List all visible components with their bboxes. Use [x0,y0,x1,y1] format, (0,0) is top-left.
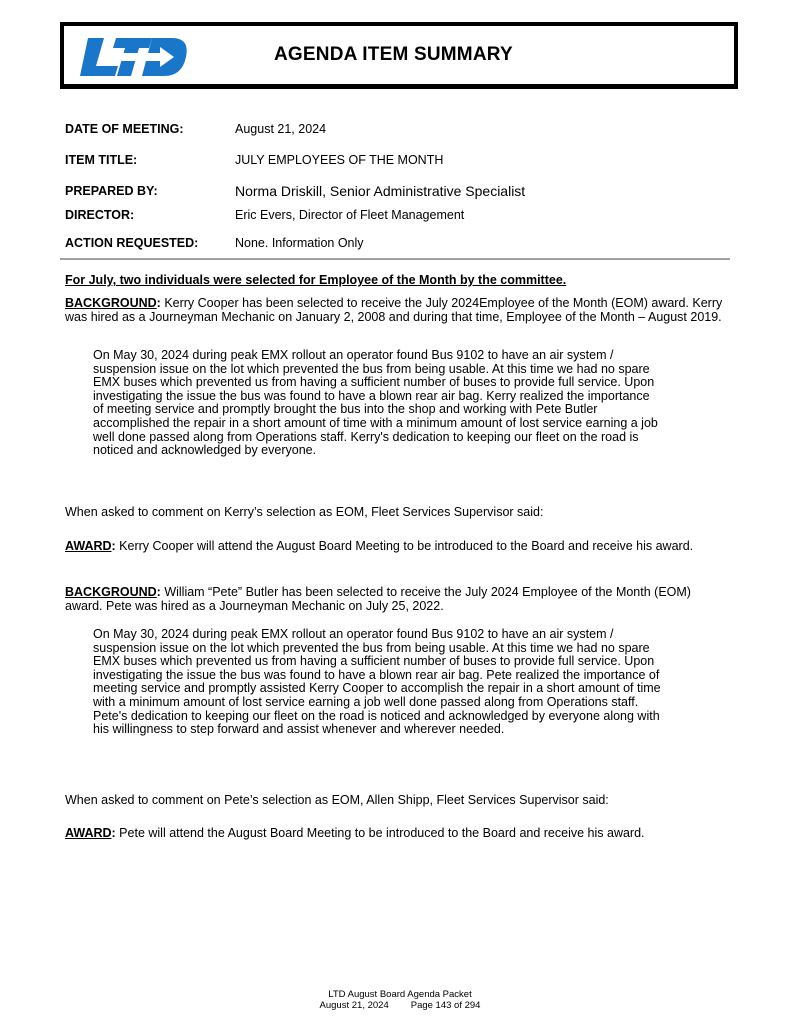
date-label: DATE OF MEETING: [65,122,184,136]
award-text-2: Pete will attend the August Board Meeting to be introduced to the Board and receive his award. [115,826,645,840]
background-text-2: William “Pete” Butler has been selected to receive the July 2024 Employee of the Month (EOM) award. Pete was hired as a Journeyman Mechanic on July 25, 2022. [65,585,691,613]
prepared-by-label: PREPARED BY: [65,184,158,198]
award-heading-1: AWARD: [65,539,116,553]
background-heading-1: BACKGROUND: [65,296,161,310]
header-box [60,22,738,89]
award-line-2 [65,826,645,840]
director-value: Eric Evers, Director of Fleet Management [235,208,465,222]
background-heading-2: BACKGROUND: [65,585,161,599]
footer-page-number: Page 143 of 294 [410,1000,481,1011]
comment-line-1: When asked to comment on Kerry’s selection as EOM, Fleet Services Supervisor said: [65,505,544,519]
footer-packet-title: LTD August Board Agenda Packet [328,989,472,1000]
prepared-by-value: Norma Driskill, Senior Administrative Specialist [235,183,526,199]
background-paragraph-2 [65,585,730,613]
award-text-1: Kerry Cooper will attend the August Board Meeting to be introduced to the Board and receive his award. [115,539,694,553]
director-label: DIRECTOR: [65,208,135,222]
award-line-1 [65,539,693,553]
footer-date-page [0,1000,800,1011]
quote-paragraph-1: On May 30, 2024 during peak EMX rollout an operator found Bus 9102 to have an air system / suspension issue on the lot which prevented the bus from being usable. At this time we had no spare EMX buses which prevented us from having a sufficient number of buses to provide full service. Upon investigating the issue the bus was found to have a blown rear air bag. Kerry realized the importance of meeting service and promptly brought the bus into the shop and working with Pete Butler accomplished the repair in a short amount of time with a minimum amount of lost service earning a job well done passed along from Operations staff. Kerry's dedication to keeping our fleet on the road is noticed and acknowledged by everyone. [93,348,658,458]
item-title-label: ITEM TITLE: [65,153,138,167]
award-heading-2: AWARD: [65,826,116,840]
footer-date: August 21, 2024 [319,1000,389,1011]
ltd-logo [80,36,190,76]
item-title-value: JULY EMPLOYEES OF THE MONTH [235,153,444,167]
page-title: AGENDA ITEM SUMMARY [274,44,513,65]
divider [60,258,730,260]
page-footer [0,989,800,1011]
background-paragraph-1 [65,296,730,324]
action-label: ACTION REQUESTED: [65,236,199,250]
date-value: August 21, 2024 [235,122,327,136]
action-value: None. Information Only [235,236,364,250]
intro-statement: For July, two individuals were selected for Employee of the Month by the committee. [65,273,567,287]
comment-line-2: When asked to comment on Pete’s selection as EOM, Allen Shipp, Fleet Services Supervisor said: [65,793,609,807]
quote-paragraph-2: On May 30, 2024 during peak EMX rollout an operator found Bus 9102 to have an air system / suspension issue on the lot which prevented the bus from being usable. At this time we had no spare EMX buses which prevented us from having a sufficient number of buses to provide full service. Upon investigating the issue the bus was found to have a blown rear air bag. Pete realized the importance of meeting service and promptly assisted Kerry Cooper to accomplish the repair in a short amount of time with a minimum amount of lost service earning a job well done passed along from Operations staff. Pete's dedication to keeping our fleet on the road is noticed and acknowledged by everyone along with his willingness to step forward and assist whenever and wherever needed. [93,627,661,737]
background-text-1: Kerry Cooper has been selected to receive the July 2024Employee of the Month (EOM) award. Kerry was hired as a Journeyman Mechanic on January 2, 2008 and during that time, Employee of the Month – August 2019. [65,296,723,324]
